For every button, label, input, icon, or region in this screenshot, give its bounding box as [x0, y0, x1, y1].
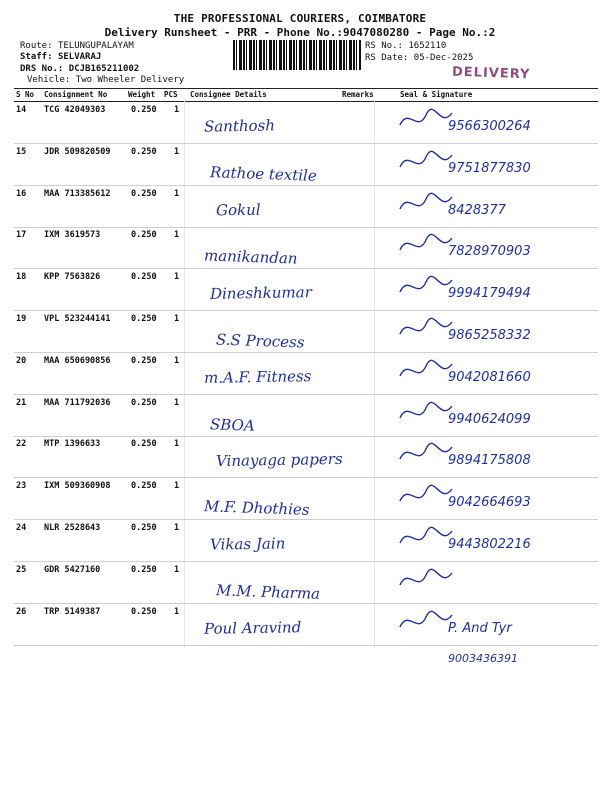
signature-scribble-icon [396, 523, 456, 553]
row-sno: 21 [16, 397, 27, 408]
row-sno: 18 [16, 272, 27, 283]
col-consignment: Consignment No [44, 90, 108, 99]
signature-scribble-icon [396, 439, 456, 469]
table-row [14, 352, 598, 395]
row-weight: 0.250 [131, 314, 157, 324]
signature-phone: 8428377 [448, 202, 506, 218]
row-pcs: 1 [174, 105, 180, 115]
row-pcs: 1 [174, 481, 180, 492]
table-row [14, 226, 598, 269]
col-consignee-details: Consignee Details [190, 90, 267, 99]
col-seal-signature: Seal & Signature [400, 90, 473, 99]
row-weight: 0.250 [131, 564, 157, 575]
signature-phone: 7828970903 [448, 244, 531, 260]
route-value: TELUNGUPALAYAM [57, 41, 134, 51]
consignee-handwritten-name: S.S Process [215, 330, 305, 352]
signature-phone: 9751877830 [448, 160, 531, 176]
signature-scribble-icon [396, 398, 456, 428]
signature-scribble-icon [396, 272, 456, 302]
signature-phone: 9042081660 [448, 369, 531, 385]
consignee-handwritten-name: Santhosh [203, 116, 276, 136]
row-pcs: 1 [174, 397, 180, 408]
signature-scribble-icon [396, 189, 456, 219]
row-weight: 0.250 [131, 523, 157, 533]
row-consignment-no: MAA 713385612 [44, 188, 111, 199]
signature [396, 105, 576, 141]
signature-scribble-icon [396, 481, 456, 511]
table-header [14, 88, 598, 102]
row-consignment-no: KPP 7563826 [44, 272, 101, 283]
drs-value: DCJB165211002 [68, 64, 140, 74]
consignee-handwritten-name: Vinayaga papers [215, 450, 343, 471]
row-consignment-no: IXM 3619573 [44, 230, 101, 241]
consignee-handwritten-name: Vikas Jain [209, 534, 286, 554]
table-row [14, 143, 598, 186]
signature-phone: 9894175808 [448, 453, 531, 469]
signature [396, 398, 576, 434]
signature-scribble-icon [396, 314, 456, 344]
col-weight: Weight [128, 90, 156, 99]
drs-label: DRS No.: [20, 64, 64, 74]
consignee-handwritten-name: Dineshkumar [209, 283, 312, 304]
row-pcs: 1 [174, 564, 180, 575]
signature-phone: 9865258332 [448, 328, 531, 343]
signature-phone: 9042664693 [448, 495, 531, 511]
signature-scribble-icon [396, 147, 456, 177]
col-sno: S No [16, 90, 35, 99]
row-consignment-no: GDR 5427160 [44, 564, 101, 575]
table-row [14, 268, 598, 311]
row-pcs: 1 [174, 314, 180, 324]
row-weight: 0.250 [131, 481, 157, 492]
row-weight: 0.250 [131, 439, 157, 450]
vehicle-label: Vehicle: [27, 75, 71, 85]
consignee-handwritten-name: M.M. Pharma [215, 580, 321, 603]
row-sno: 20 [16, 355, 27, 366]
row-sno: 15 [16, 146, 27, 157]
row-pcs: 1 [174, 355, 180, 366]
row-sno: 22 [16, 439, 27, 450]
signature-phone: 9940624099 [448, 411, 531, 427]
col-remarks: Remarks [342, 90, 374, 99]
signature-phone: P. And Tyr [448, 620, 512, 636]
route-label: Route: [20, 41, 53, 51]
row-pcs: 1 [174, 272, 180, 283]
delivery-stamp: DELIVERY [451, 64, 531, 83]
signature [396, 481, 576, 517]
staff-label: Staff: [20, 52, 53, 62]
rs-no-label: RS No.: [365, 41, 403, 51]
consignee-handwritten-name: manikandan [203, 246, 298, 269]
row-consignment-no: MAA 650690856 [44, 355, 111, 366]
consignee-handwritten-name: Poul Aravind [203, 617, 302, 638]
table-row [14, 310, 598, 353]
row-weight: 0.250 [131, 105, 157, 115]
row-pcs: 1 [174, 523, 180, 533]
signature-scribble-icon [396, 356, 456, 386]
signature [396, 523, 576, 559]
row-pcs: 1 [174, 188, 180, 199]
table-row [14, 435, 598, 478]
signature [396, 314, 576, 350]
route-line [20, 41, 134, 52]
signature-scribble-icon [396, 565, 456, 595]
col-pcs: PCS [164, 90, 178, 99]
barcode [233, 40, 361, 70]
row-sno: 26 [16, 606, 27, 617]
staff-line [20, 52, 101, 63]
row-weight: 0.250 [131, 355, 157, 366]
vehicle-line [27, 75, 184, 86]
consignee-handwritten-name: M.F. Dhothies [203, 497, 310, 520]
table-row [14, 603, 598, 646]
signature-phone: 9443802216 [448, 537, 531, 552]
signature-scribble-icon [396, 105, 456, 135]
signature [396, 230, 576, 266]
consignee-handwritten-name: SBOA [209, 414, 256, 435]
row-weight: 0.250 [131, 188, 157, 199]
table-row [14, 561, 598, 604]
row-sno: 16 [16, 188, 27, 199]
table-row [14, 477, 598, 520]
table-row [14, 185, 598, 228]
row-weight: 0.250 [131, 230, 157, 241]
signature [396, 607, 576, 643]
signature [396, 189, 576, 225]
document-title: THE PROFESSIONAL COURIERS, COIMBATORE [173, 12, 427, 25]
row-consignment-no: TRP 5149387 [44, 606, 101, 617]
table-row [14, 519, 598, 562]
row-pcs: 1 [174, 230, 180, 241]
row-sno: 23 [16, 481, 27, 492]
rs-date-label: RS Date: [365, 53, 409, 63]
table-row [14, 101, 598, 144]
row-weight: 0.250 [131, 397, 157, 408]
row-sno: 24 [16, 523, 27, 533]
rs-no-value: 1652110 [408, 41, 447, 51]
row-consignment-no: NLR 2528643 [44, 523, 101, 533]
consignee-handwritten-name: m.A.F. Fitness [203, 366, 312, 387]
row-consignment-no: TCG 42049303 [44, 105, 106, 115]
row-consignment-no: JDR 509820509 [44, 146, 111, 157]
row-weight: 0.250 [131, 606, 157, 617]
rs-date-value: 05-Dec-2025 [413, 53, 474, 63]
row-sno: 14 [16, 105, 27, 115]
row-sno: 17 [16, 230, 27, 241]
staff-value: SELVARAJ [57, 52, 102, 62]
row-weight: 0.250 [131, 146, 157, 157]
signature-phone: 9994179494 [448, 286, 531, 302]
rs-date-line [365, 53, 473, 64]
row-pcs: 1 [174, 146, 180, 157]
signature [396, 147, 576, 183]
signature [396, 272, 576, 308]
rs-no-line [365, 41, 446, 52]
signature-scribble-icon [396, 230, 456, 260]
consignee-handwritten-name: Rathoe textile [209, 162, 318, 185]
row-consignment-no: IXM 509360908 [44, 481, 111, 492]
signature-scribble-icon [396, 607, 456, 637]
drs-line [20, 64, 139, 75]
row-consignment-no: MTP 1396633 [44, 439, 101, 450]
signature [396, 439, 576, 475]
document-subtitle: Delivery Runsheet - PRR - Phone No.:9047080280 - Page No.:2 [104, 26, 496, 39]
consignee-handwritten-name: Gokul [215, 200, 261, 219]
signature-phone: 9566300264 [448, 119, 531, 134]
signature [396, 565, 576, 601]
row-pcs: 1 [174, 439, 180, 450]
vehicle-value: Two Wheeler Delivery [75, 75, 185, 85]
row-consignment-no: VPL 523244141 [44, 314, 111, 324]
row-consignment-no: MAA 711792036 [44, 397, 111, 408]
row-sno: 19 [16, 314, 27, 324]
footer-handwritten-number: 9003436391 [448, 652, 518, 665]
row-pcs: 1 [174, 606, 180, 617]
row-sno: 25 [16, 564, 27, 575]
row-weight: 0.250 [131, 272, 157, 283]
table-row [14, 394, 598, 437]
signature [396, 356, 576, 392]
